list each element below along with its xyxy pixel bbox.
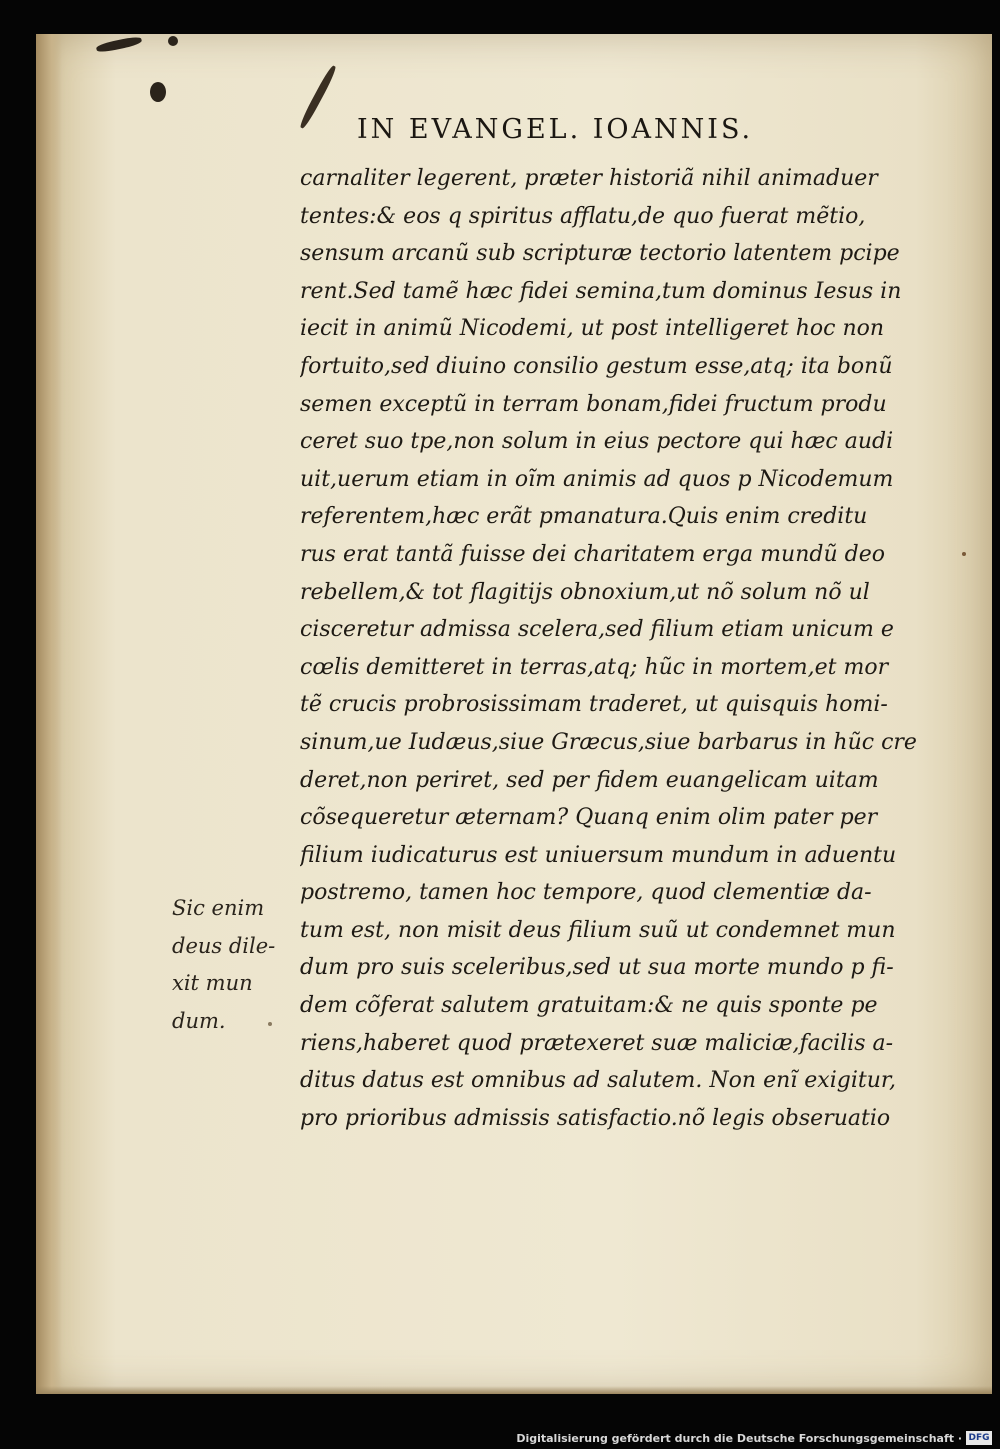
text-line: ceret suo tpe,non solum in eius pectore qui hæc audi [300, 429, 894, 455]
text-line: ditus datus est omnibus ad salutem. Non enĩ exigitur, [300, 1068, 896, 1094]
page-bottom-edge [36, 1386, 992, 1394]
text-line: semen exceptũ in terram bonam,fidei fructum produ [300, 391, 887, 417]
text-line: sinum,ue Iudæus,siue Græcus,siue barbarus in hũc cre [300, 729, 917, 755]
ink-stain [168, 36, 178, 46]
ink-stain [962, 552, 966, 556]
text-line: postremo, tamen hoc tempore, quod clementiæ da- [300, 880, 872, 906]
text-line: tentes:& eos q spiritus afflatu,de quo fuerat mẽtio, [300, 203, 866, 229]
text-line: deret,non periret, sed per fidem euangelicam uitam [300, 767, 879, 793]
text-line: cõsequeretur æternam? Quanq enim olim pater per [300, 805, 878, 831]
running-head: IN EVANGEL. IOANNIS. [357, 114, 754, 145]
text-line: dem cõferat salutem gratuitam:& ne quis sponte pe [300, 993, 878, 1019]
marginal-note-line: Sic enim [172, 896, 265, 920]
text-line: cœlis demitteret in terras,atq; hũc in mortem,et mor [300, 654, 889, 680]
text-line: referentem,hæc erãt pmanatura.Quis enim creditu [300, 504, 868, 530]
text-line: filium iudicaturus est uniuersum mundum in aduentu [300, 842, 897, 868]
ink-stain [150, 82, 166, 102]
text-line: riens,haberet quod prætexeret suæ maliciæ,facilis a- [300, 1030, 894, 1056]
text-line: tẽ crucis probrosissimam traderet, ut quisquis homi- [300, 692, 888, 718]
page-gutter-edge [36, 34, 62, 1394]
main-text-block [300, 160, 920, 1137]
digitization-credit: Digitalisierung gefördert durch die Deutsche Forschungsgemeinschaft · [516, 1432, 962, 1445]
text-line: carnaliter legerent, præter historiã nihil animaduer [300, 166, 878, 191]
text-line: pro prioribus admissis satisfactio.nõ legis obseruatio [300, 1105, 891, 1131]
text-line: uit,uerum etiam in oĩm animis ad quos p Nicodemum [300, 466, 894, 492]
marginal-note-line: deus dile- [172, 933, 276, 958]
text-line: rent.Sed tamẽ hæc fidei semina,tum dominus Iesus in [300, 278, 902, 304]
text-line: rus erat tantã fuisse dei charitatem erga mundũ deo [300, 541, 885, 567]
text-line: dum pro suis sceleribus,sed ut sua morte mundo p fi- [300, 955, 894, 981]
text-line: rebellem,& tot flagitijs obnoxium,ut nõ solum nõ ul [300, 579, 870, 605]
dfg-logo: DFG [966, 1431, 992, 1445]
marginal-note-line: dum. [172, 1008, 226, 1033]
marginal-note-line: xit mun [172, 971, 253, 996]
marginal-note [172, 890, 292, 1040]
text-line: fortuito,sed diuino consilio gestum esse,atq; ita bonũ [300, 353, 893, 379]
text-line: cisceretur admissa scelera,sed filium etiam unicum e [300, 617, 894, 643]
text-line: iecit in animũ Nicodemi, ut post intelligeret hoc non [300, 316, 885, 342]
text-line: sensum arcanũ sub scripturæ tectorio latentem pcipe [300, 241, 900, 267]
footer-bar [0, 1428, 1000, 1449]
text-line: tum est, non misit deus filium suũ ut condemnet mun [300, 917, 896, 943]
